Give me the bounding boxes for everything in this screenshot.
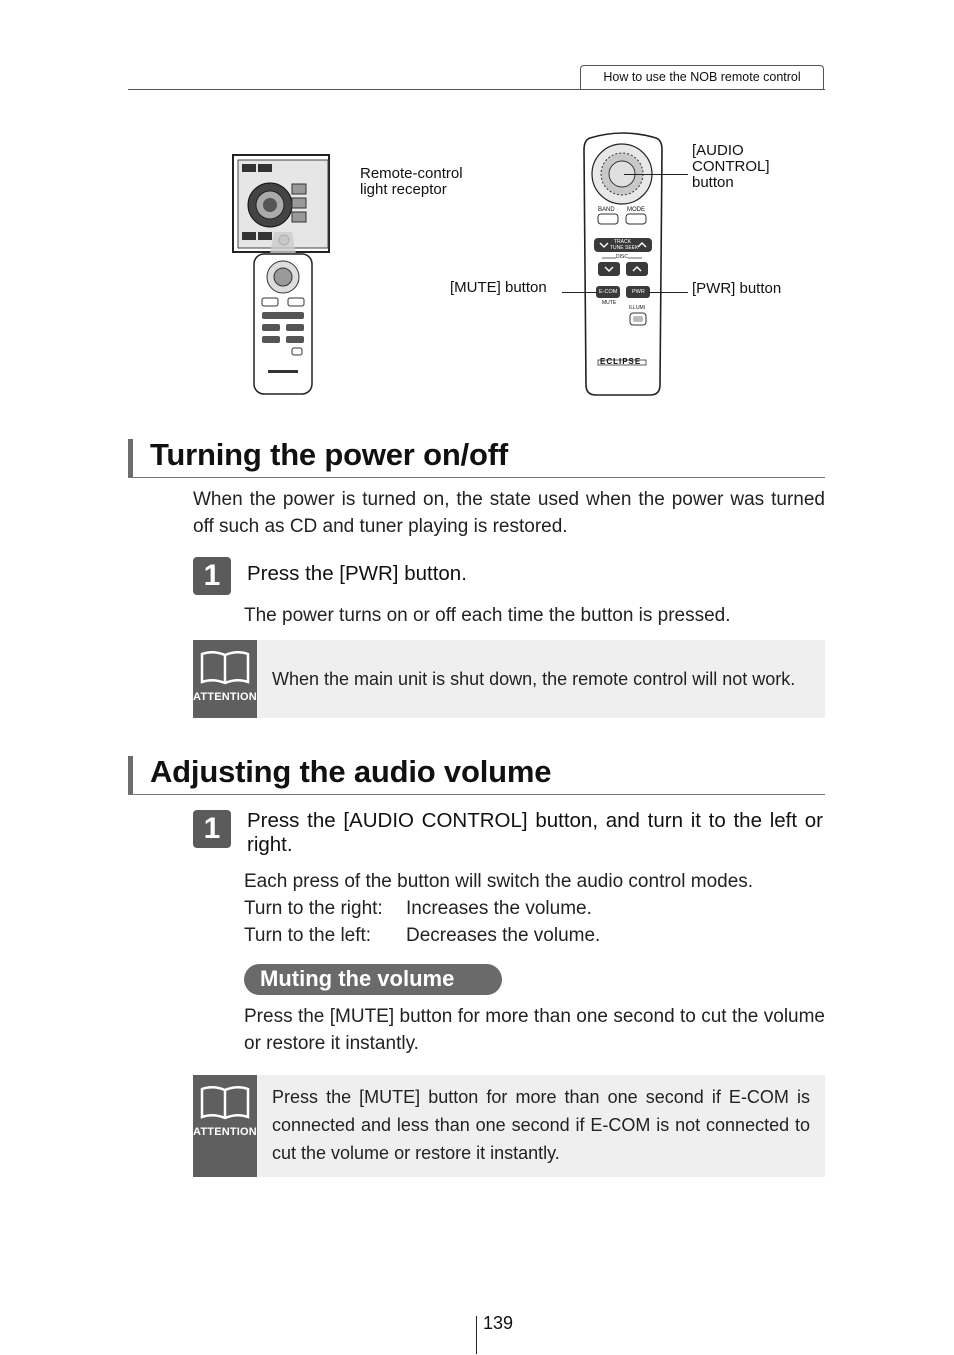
power-step-detail: The power turns on or off each time the button is pressed. [244, 605, 731, 626]
remote-mute-label: MUTE [602, 300, 617, 306]
page-number-rule [476, 1316, 477, 1354]
receptor-label: Remote-control light receptor [360, 165, 463, 198]
power-step-instruction: Press the [PWR] button. [247, 562, 467, 585]
turn-left-value: Decreases the volume. [406, 925, 601, 946]
power-heading-rule [128, 477, 825, 478]
power-step-number: 1 [193, 557, 231, 595]
volume-attention-text: Press the [MUTE] button for more than one second if E-COM is connected and less than one second if E-COM is not connected to cut the volume or restore it instantly. [272, 1087, 810, 1163]
audio-control-label: [AUDIO CONTROL] button [692, 142, 770, 191]
power-section-title: Turning the power on/off [150, 437, 508, 472]
remote-tune-seek-label: TUNE SEEK [610, 245, 639, 251]
mute-instruction: Press the [MUTE] button for more than one second to cut the volume or restore it instantly. [244, 1006, 825, 1054]
mute-label: [MUTE] button [450, 279, 547, 296]
remote-mode-label: MODE [627, 207, 645, 213]
turn-right-label: Turn to the right: [244, 898, 383, 919]
volume-attention-box [193, 1075, 825, 1177]
audio-control-leader [624, 174, 688, 175]
small-remote-illustration [248, 232, 318, 397]
volume-detail-line: Each press of the button will switch the audio control modes. [244, 871, 754, 892]
volume-step-number: 1 [193, 810, 231, 848]
power-heading-bar [128, 439, 133, 477]
remote-brand-logo: ECLIPSE [600, 357, 642, 366]
volume-step-instruction: Press the [AUDIO CONTROL] button, and turn it to the left or right. [247, 809, 823, 856]
volume-heading-bar [128, 756, 133, 794]
turn-right-value: Increases the volume. [406, 898, 592, 919]
remote-band-label: BAND [598, 207, 615, 213]
figure-area [0, 0, 954, 410]
page-number: 139 [483, 1313, 514, 1333]
remote-illumi-label: ILLUMI [629, 305, 646, 311]
power-attention-label: ATTENTION [193, 691, 257, 703]
pwr-label: [PWR] button [692, 280, 782, 297]
remote-disc-label: DISC [616, 254, 628, 260]
power-attention-box [193, 640, 825, 718]
turn-left-label: Turn to the left: [244, 925, 372, 946]
power-attention-text: When the main unit is shut down, the remote control will not work. [272, 669, 796, 689]
remote-ecom-label: E-COM [599, 289, 618, 295]
book-icon [199, 1085, 251, 1121]
book-icon [199, 650, 251, 686]
muting-subheading: Muting the volume [244, 964, 502, 995]
volume-attention-icon [193, 1075, 257, 1177]
volume-section-title: Adjusting the audio volume [150, 754, 552, 789]
mute-leader [562, 292, 598, 293]
section-tab: How to use the NOB remote control [580, 65, 824, 89]
volume-heading-rule [128, 794, 825, 795]
volume-attention-label: ATTENTION [193, 1126, 257, 1138]
remote-pwr-label: PWR [632, 289, 645, 295]
power-attention-icon [193, 640, 257, 718]
power-intro: When the power is turned on, the state used when the power was turned off such as CD and tuner playing is restored. [193, 489, 825, 537]
pwr-leader [648, 292, 688, 293]
remote-track-label: TRACK [614, 239, 631, 245]
